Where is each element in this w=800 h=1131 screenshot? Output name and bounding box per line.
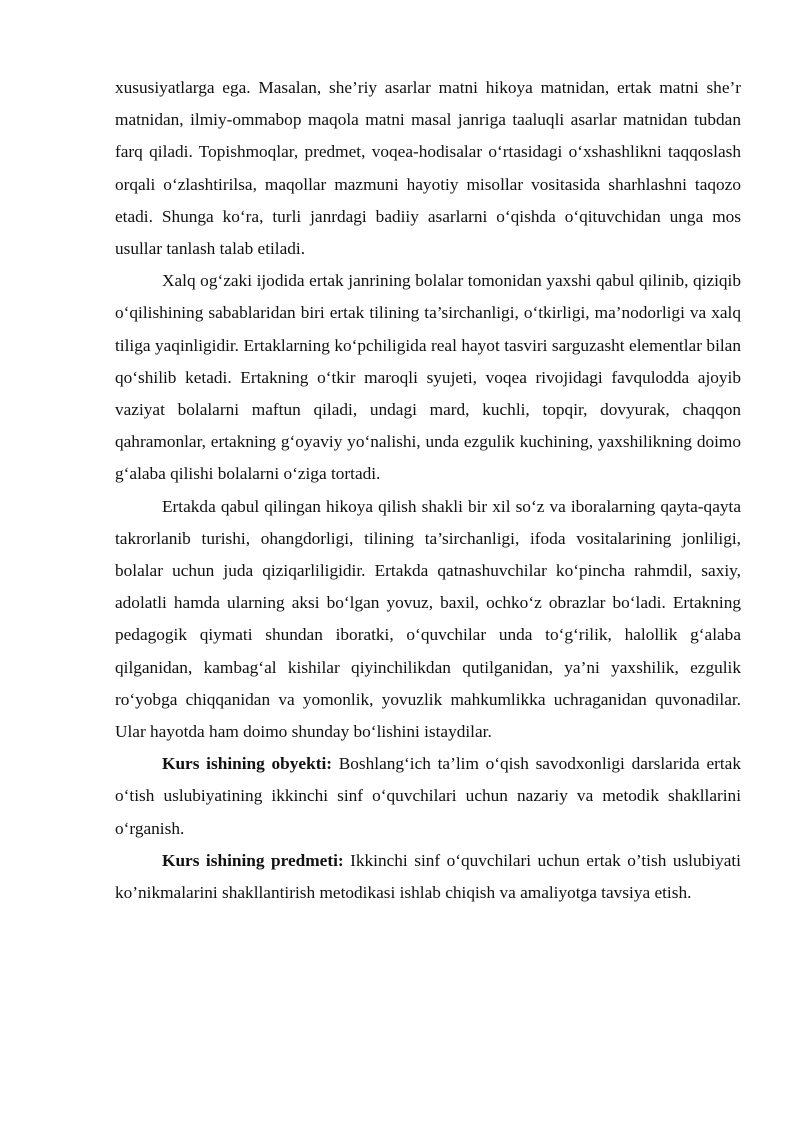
- object-text: Boshlang‘ich ta’lim o‘qish savodxonligi darslarida ertak o‘tish uslubiyatining ikkinchi sinf o‘quvchilari uchun nazariy va metodik shakllarini o‘rganish.: [115, 754, 741, 838]
- object-label: Kurs ishining obyekti:: [162, 754, 333, 774]
- paragraph-2: [115, 265, 741, 490]
- subject-label: Kurs ishining predmeti:: [162, 850, 344, 870]
- paragraph-2-text: Xalq og‘zaki ijodida ertak janrining bolalar tomonidan yaxshi qabul qilinib, qiziqib o‘qilishining sabablaridan biri ertak tilining ta’sirchanligi, o‘tkirligi, ma’nodorligi va xalq tiliga yaqinligidir. Ertaklarning ko‘pchiligida real hayot tasviri sarguzasht elementlar bilan qo‘shilib ketadi. Ertakning o‘tkir maroqli syujeti, voqea rivojidagi favqulodda ajoyib vaziyat bolalarni maftun qiladi, undagi mard, kuchli, topqir, dovyurak, chaqqon qahramonlar, ertakning g‘oyaviy yo‘nalishi, unda ezgulik kuchining, yaxshilikning doimo g‘alaba qilishi bolalarni o‘ziga tortadi.: [115, 271, 741, 484]
- subject-text: Ikkinchi sinf o‘quvchilari uchun ertak o’tish uslubiyati ko’nikmalarini shakllantirish metodikasi ishlab chiqish va amaliyotga tavsiya etish.: [115, 850, 741, 903]
- paragraph-1-text: xususiyatlarga ega. Masalan, she’riy asarlar matni hikoya matnidan, ertak matni she’r matnidan, ilmiy-ommabop maqola matni masal janriga taaluqli asarlar matnidan tubdan farq qiladi. Topishmoqlar, predmet, voqea-hodisalar o‘rtasidagi o‘xshashlikni taqqoslash orqali o‘zlashtirilsa, maqollar mazmuni hayotiy misollar vositasida sharhlashni taqozo etadi. Shunga ko‘ra, turli janrdagi badiiy asarlarni o‘qishda o‘qituvchidan unga mos usullar tanlash talab etiladi.: [115, 78, 741, 259]
- paragraph-3: [115, 491, 741, 749]
- document-page: [115, 72, 741, 909]
- paragraph-3-text: Ertakda qabul qilingan hikoya qilish shakli bir xil so‘z va iboralarning qayta-qayta takrorlanib turishi, ohangdorligi, tilining ta’sirchanligi, ifoda vositalarining jonliligi, bolalar uchun juda qiziqarliligidir. Ertakda qatnashuvchilar ko‘pincha rahmdil, saxiy, adolatli hamda ularning aksi bo‘lgan yovuz, baxil, ochko‘z obrazlar bo‘ladi. Ertakning pedagogik qiymati shundan iboratki, o‘quvchilar unda to‘g‘rilik, halollik g‘alaba qilganidan, kambag‘al kishilar qiyinchilikdan qutilganidan, ya’ni yaxshilik, ezgulik ro‘yobga chiqqanidan va yomonlik, yovuzlik mahkumlikka uchraganidan quvonadilar. Ular hayotda ham doimo shunday bo‘lishini istaydilar.: [115, 496, 741, 742]
- paragraph-subject: [115, 845, 741, 909]
- paragraph-1: [115, 72, 741, 265]
- paragraph-object: [115, 748, 741, 845]
